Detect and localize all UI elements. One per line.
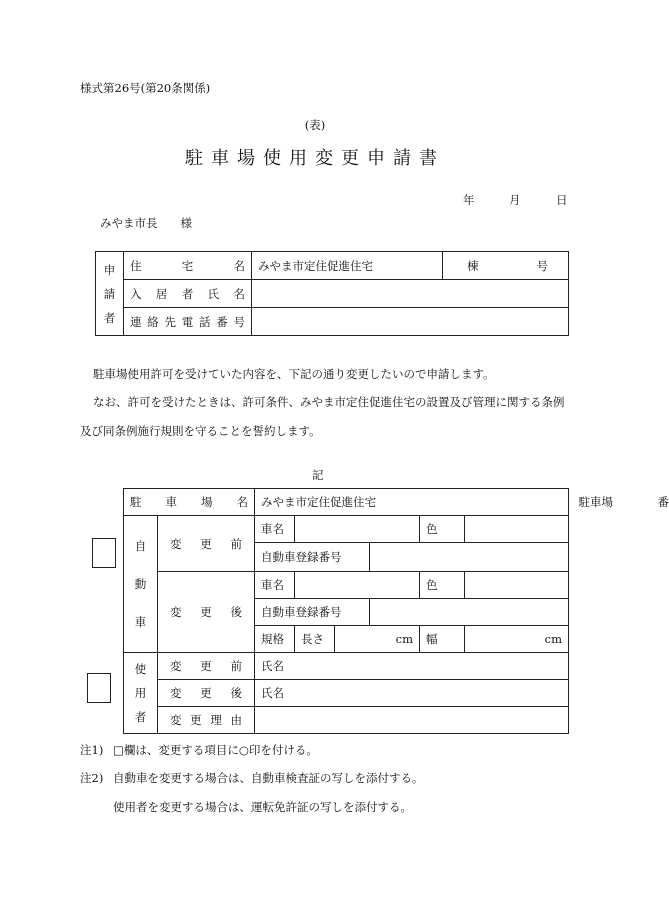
resident-name-label: 入 居 者 氏 名 xyxy=(124,280,252,308)
note-3: 使用者を変更する場合は、運転免許証の写しを添付する。 xyxy=(113,800,412,814)
user-after-name[interactable]: 氏名 xyxy=(255,680,569,707)
phone-label: 連 絡 先 電 話 番 号 xyxy=(124,308,252,336)
form-number: 様式第26号(第20条関係) xyxy=(80,81,211,95)
parking-table xyxy=(123,488,669,734)
note-2-label: 注2) xyxy=(80,771,104,785)
phone-field[interactable] xyxy=(252,308,569,336)
car-name-before-field[interactable] xyxy=(295,516,420,543)
user-change-checkbox[interactable] xyxy=(87,673,111,703)
user-after-label: 変 更 後 xyxy=(158,680,255,707)
color-before-field[interactable] xyxy=(465,516,569,543)
building-number: 棟 号 xyxy=(443,252,569,280)
body-line-2: なお、許可を受けたときは、許可条件、みやま市定住促進住宅の設置及び管理に関する条例 xyxy=(93,395,565,409)
reg-no-after-field[interactable] xyxy=(370,599,569,626)
body-line-3: 及び同条例施行規則を守ることを誓約します。 xyxy=(80,424,321,438)
car-before-label: 変 更 前 xyxy=(158,516,255,572)
note-2: 自動車を変更する場合は、自動車検査証の写しを添付する。 xyxy=(113,771,424,785)
reason-label: 変 更 理 由 xyxy=(158,707,255,734)
car-name-label-before: 車名 xyxy=(255,516,295,543)
face-label: (表) xyxy=(304,118,326,132)
document-title: 駐車場使用変更申請書 xyxy=(185,148,445,169)
car-after-label: 変 更 後 xyxy=(158,572,255,653)
applicant-table xyxy=(95,251,569,336)
applicant-label: 申 請 者 xyxy=(96,252,124,336)
ki-label: 記 xyxy=(312,468,324,482)
color-after-field[interactable] xyxy=(465,572,569,599)
reason-field[interactable] xyxy=(255,707,569,734)
addressee: みやま市長 様 xyxy=(100,216,192,230)
length-field[interactable]: cm xyxy=(335,626,420,653)
date-year: 年 xyxy=(463,193,475,207)
width-field[interactable]: cm xyxy=(465,626,569,653)
user-before-name[interactable]: 氏名 xyxy=(255,653,569,680)
car-name-label-after: 車名 xyxy=(255,572,295,599)
width-label: 幅 xyxy=(420,626,465,653)
spec-label: 規格 xyxy=(255,626,295,653)
body-line-1: 駐車場使用許可を受けていた内容を、下記の通り変更したいので申請します。 xyxy=(93,367,495,381)
user-before-label: 変 更 前 xyxy=(158,653,255,680)
reg-no-before-field[interactable] xyxy=(370,543,569,572)
length-label: 長さ xyxy=(295,626,335,653)
parking-name-value: みやま市定住促進住宅 駐車場 番 xyxy=(255,489,569,516)
reg-no-label-after: 自動車登録番号 xyxy=(255,599,370,626)
housing-name-label: 住 宅 名 xyxy=(124,252,252,280)
color-label-after: 色 xyxy=(420,572,465,599)
car-change-checkbox[interactable] xyxy=(92,538,116,568)
resident-name-field[interactable] xyxy=(252,280,569,308)
color-label-before: 色 xyxy=(420,516,465,543)
date-month: 月 xyxy=(509,193,521,207)
parking-name-label: 駐 車 場 名 xyxy=(124,489,255,516)
housing-name-value: みやま市定住促進住宅 xyxy=(252,252,443,280)
note-1-label: 注1) xyxy=(80,743,104,757)
date-day: 日 xyxy=(556,193,568,207)
reg-no-label-before: 自動車登録番号 xyxy=(255,543,370,572)
user-label: 使 用 者 xyxy=(124,653,158,734)
car-label: 自 動 車 xyxy=(124,516,158,653)
note-1: □欄は、変更する項目に○印を付ける。 xyxy=(113,743,318,757)
car-name-after-field[interactable] xyxy=(295,572,420,599)
